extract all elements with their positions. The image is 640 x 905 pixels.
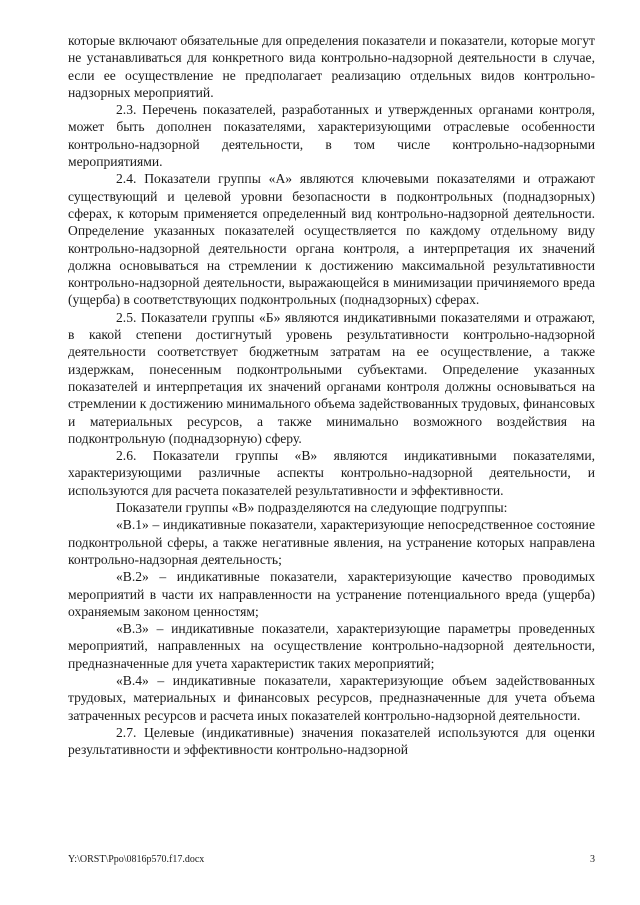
page-number: 3 <box>590 854 595 865</box>
paragraph-continuation: которые включают обязательные для определения показатели и показатели, которые могут не устанавливаться для конкретного вида контрольно-надзорной деятельности в случае, если ее осуществление не предполагает реализацию отдельных видов контрольно-надзорных мероприятий. <box>68 33 595 100</box>
paragraph-2-7: 2.7. Целевые (индикативные) значения показателей используются для оценки результативности и эффективности контрольно-надзорной <box>68 724 595 758</box>
footer-file-path: Y:\ORST\Ppo\0816p570.f17.docx <box>68 854 205 865</box>
paragraph-v2: «В.2» – индикативные показатели, характеризующие качество проводимых мероприятий в части их направленности на устранение потенциального вреда (ущерба) охраняемым законом ценностям; <box>68 569 595 619</box>
document-body <box>68 32 595 758</box>
paragraph-2-4: 2.4. Показатели группы «А» являются ключевыми показателями и отражают существующий и целевой уровни безопасности в подконтрольных (поднадзорных) сферах, к которым применяется определенный вид контрольно-надзорной деятельности. Определение указанных показателей осуществляется по каждому отдельному виду контрольно-надзорной деятельности органа контроля, а интерпретация их значений должна основываться на стремлении к достижению максимальной результативности контрольно-надзорной деятельности, выражающейся в минимизации причиняемого вреда (ущерба) в соответствующих подконтрольных (поднадзорных) сферах. <box>68 171 595 308</box>
paragraph-v4: «В.4» – индикативные показатели, характеризующие объем задействованных трудовых, материальных и финансовых ресурсов, предназначенные для учета объема затраченных ресурсов и расчета иных показателей контрольно-надзорной деятельности. <box>68 672 595 723</box>
paragraph-2-6: 2.6. Показатели группы «В» являются индикативными показателями, характеризующими различные аспекты контрольно-надзорной деятельности, и используются для расчета показателей результативности и эффективности. <box>68 448 595 498</box>
paragraph-group-v-intro: Показатели группы «В» подразделяются на следующие подгруппы: <box>116 500 508 516</box>
paragraph-2-3: 2.3. Перечень показателей, разработанных и утвержденных органами контроля, может быть дополнен показателями, характеризующими отраслевые особенности контрольно-надзорной деятельности, в том числе контрольно-надзорными мероприятиями. <box>68 102 595 170</box>
paragraph-v3: «В.3» – индикативные показатели, характеризующие параметры проведенных мероприятий, направленных на осуществление контрольно-надзорной деятельности, предназначенные для учета характеристик таких мероприятий; <box>68 621 595 671</box>
paragraph-2-5: 2.5. Показатели группы «Б» являются индикативными показателями и отражают, в какой степени достигнутый уровень результативности контрольно-надзорной деятельности соответствует бюджетным затратам на ее осуществление, а также издержкам, понесенным подконтрольными субъектами. Определение указанных показателей и интерпретация их значений органами контроля должны основываться на стремлении к достижению минимального объема задействованных трудовых, финансовых и материальных ресурсов, а также минимально возможного воздействия на подконтрольную (поднадзорную) сферу. <box>68 309 595 446</box>
paragraph-v1: «В.1» – индикативные показатели, характеризующие непосредственное состояние подконтрольной сферы, а также негативные явления, на устранение которых направлена контрольно-надзорная деятельность; <box>68 517 595 567</box>
